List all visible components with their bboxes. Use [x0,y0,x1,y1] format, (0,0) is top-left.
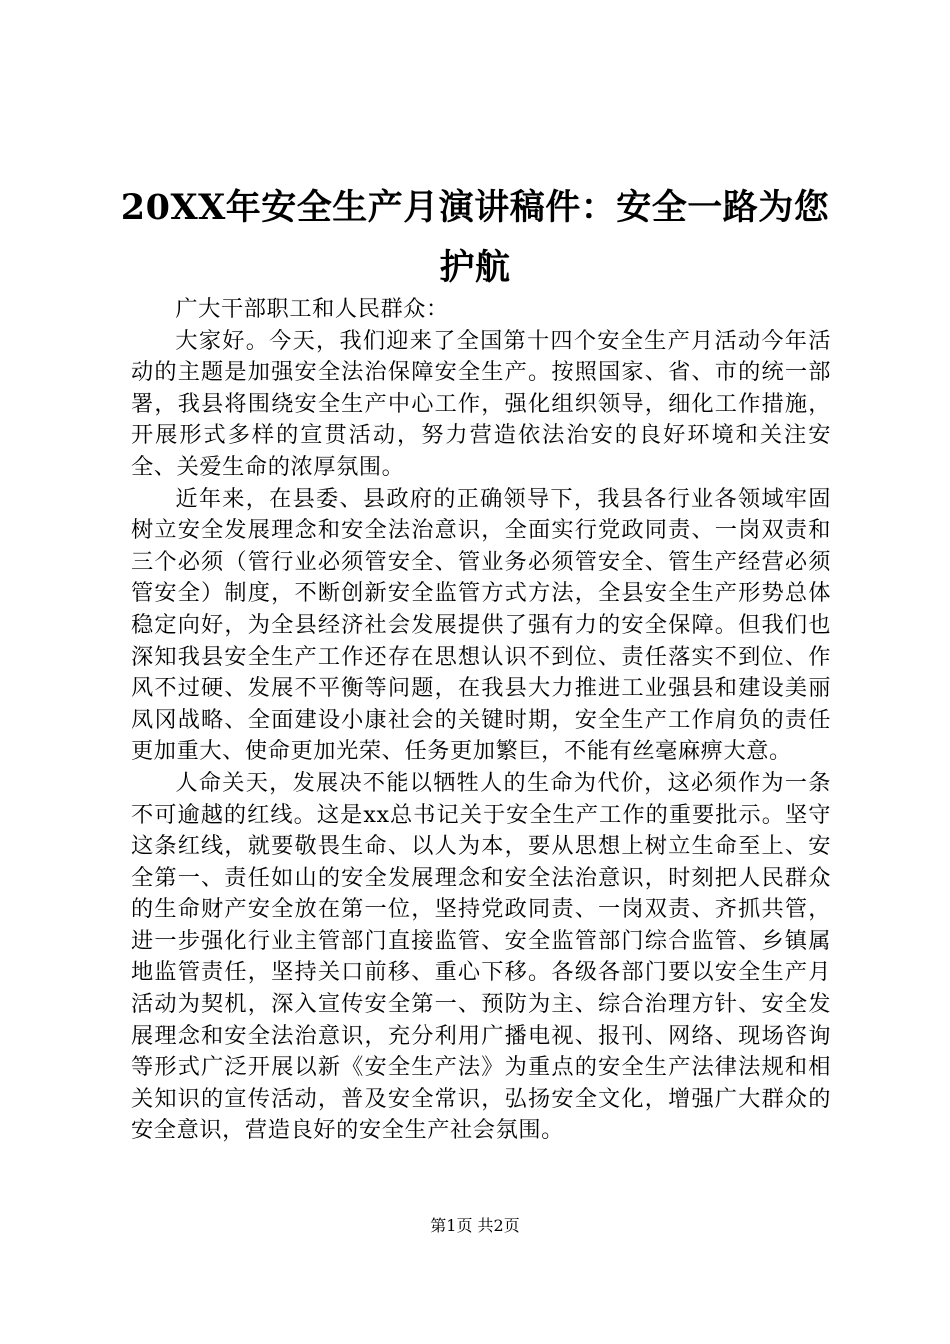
paragraph-1: 大家好。今天，我们迎来了全国第十四个安全生产月活动今年活动的主题是加强安全法治保障安全生产。按照国家、省、市的统一部署，我县将围绕安全生产中心工作，强化组织领导，细化工作措施，开展形式多样的宣贯活动，努力营造依法治安的良好环境和关注安全、关爱生命的浓厚氛围。 [131,327,831,480]
page-footer: 第1页 共2页 [430,1216,520,1235]
greeting: 广大干部职工和人民群众： [175,296,449,322]
paragraph-3: 人命关天，发展决不能以牺牲人的生命为代价，这必须作为一条不可逾越的红线。这是xx总书记关于安全生产工作的重要批示。坚守这条红线，就要敬畏生命、以人为本，要从思想上树立生命至上、安全第一、责任如山的安全发展理念和安全法治意识，时刻把人民群众的生命财产安全放在第一位，坚持党政同责、一岗双责、齐抓共管，进一步强化行业主管部门直接监管、安全监管部门综合监管、乡镇属地监管责任，坚持关口前移、重心下移。各级各部门要以安全生产月活动为契机，深入宣传安全第一、预防为主、综合治理方针、安全发展理念和安全法治意识，充分利用广播电视、报刊、网络、现场咨询等形式广泛开展以新《安全生产法》为重点的安全生产法律法规和相关知识的宣传活动，普及安全常识，弘扬安全文化，增强广大群众的安全意识，营造良好的安全生产社会氛围。 [131,769,831,1144]
document-title-line-1: 20XX年安全生产月演讲稿件：安全一路为您 [120,187,830,228]
document-title-line-2: 护航 [439,247,511,288]
document-body [131,294,831,1147]
paragraph-2: 近年来，在县委、县政府的正确领导下，我县各行业各领域牢固树立安全发展理念和安全法治意识，全面实行党政同责、一岗双责和三个必须（管行业必须管安全、管业务必须管安全、管生产经营必须管安全）制度，不断创新安全监管方式方法，全县安全生产形势总体稳定向好，为全县经济社会发展提供了强有力的安全保障。但我们也深知我县安全生产工作还存在思想认识不到位、责任落实不到位、作风不过硬、发展不平衡等问题，在我县大力推进工业强县和建设美丽凤冈战略、全面建设小康社会的关键时期，安全生产工作肩负的责任更加重大、使命更加光荣、任务更加繁巨，不能有丝毫麻痹大意。 [131,485,831,765]
